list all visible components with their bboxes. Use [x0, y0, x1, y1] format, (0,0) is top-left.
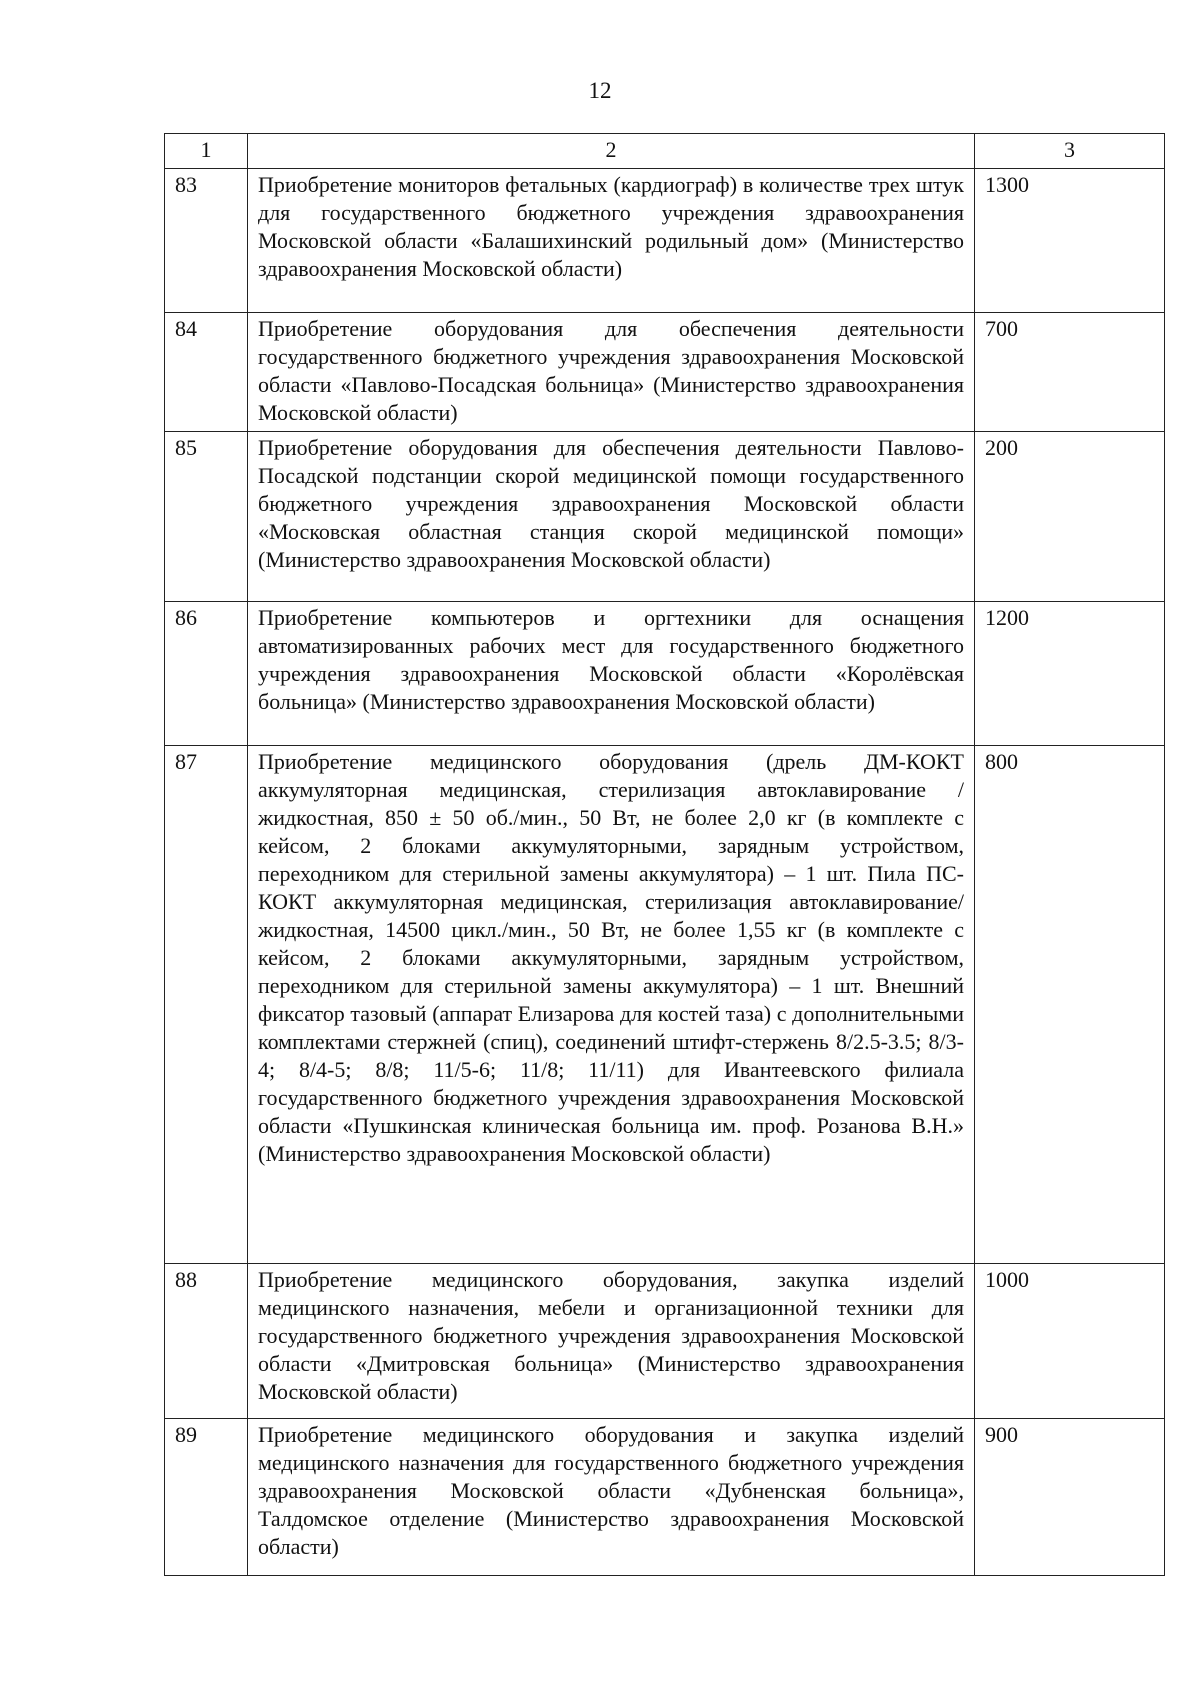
- table-row: [165, 432, 1165, 602]
- row-number: 85: [165, 432, 248, 602]
- row-amount: 900: [975, 1419, 1165, 1576]
- row-description: Приобретение медицинского оборудования (дрель ДМ-КОКТ аккумуляторная медицинская, стерилизация автоклавирование / жидкостная, 850 ± 50 об./мин., 50 Вт, не более 2,0 кг (в комплекте с кейсом, 2 блоками аккумуляторными, зарядным устройством, переходником для стерильной замены аккумулятора) – 1 шт. Пила ПС-КОКТ аккумуляторная медицинская, стерилизация автоклавирование/жидкостная, 14500 цикл./мин., 50 Вт, не более 1,55 кг (в комплекте с кейсом, 2 блоками аккумуляторными, зарядным устройством, переходником для стерильной замены аккумулятора) – 1 шт. Внешний фиксатор тазовый (аппарат Елизарова для костей таза) с дополнительными комплектами стержней (спиц), соединений штифт-стержень 8/2.5-3.5; 8/3-4; 8/4-5; 8/8; 11/5-6; 11/8; 11/11) для Ивантеевского филиала государственного бюджетного учреждения здравоохранения Московской области «Пушкинская клиническая больница им. проф. Розанова В.Н.» (Министерство здравоохранения Московской области): [248, 746, 975, 1264]
- column-header-2: 2: [248, 134, 975, 169]
- row-number: 86: [165, 602, 248, 746]
- row-number: 88: [165, 1264, 248, 1419]
- row-number: 89: [165, 1419, 248, 1576]
- row-amount: 800: [975, 746, 1165, 1264]
- row-number: 83: [165, 169, 248, 313]
- table-row: [165, 1419, 1165, 1576]
- row-amount: 1200: [975, 602, 1165, 746]
- row-description: Приобретение медицинского оборудования, закупка изделий медицинского назначения, мебели и организационной техники для государственного бюджетного учреждения здравоохранения Московской области «Дмитровская больница» (Министерство здравоохранения Московской области): [248, 1264, 975, 1419]
- table-row: [165, 169, 1165, 313]
- row-number: 84: [165, 313, 248, 432]
- row-amount: 700: [975, 313, 1165, 432]
- row-number: 87: [165, 746, 248, 1264]
- table-header-row: [165, 134, 1165, 169]
- table-row: [165, 1264, 1165, 1419]
- budget-table: [164, 133, 1165, 1576]
- column-header-1: 1: [165, 134, 248, 169]
- table-row: [165, 746, 1165, 1264]
- row-description: Приобретение оборудования для обеспечения деятельности государственного бюджетного учреждения здравоохранения Московской области «Павлово-Посадская больница» (Министерство здравоохранения Московской области): [248, 313, 975, 432]
- row-amount: 1300: [975, 169, 1165, 313]
- table-row: [165, 602, 1165, 746]
- row-description: Приобретение оборудования для обеспечения деятельности Павлово-Посадской подстанции скорой медицинской помощи государственного бюджетного учреждения здравоохранения Московской области «Московская областная станция скорой медицинской помощи» (Министерство здравоохранения Московской области): [248, 432, 975, 602]
- row-description: Приобретение медицинского оборудования и закупка изделий медицинского назначения для государственного бюджетного учреждения здравоохранения Московской области «Дубненская больница», Талдомское отделение (Министерство здравоохранения Московской области): [248, 1419, 975, 1576]
- row-amount: 200: [975, 432, 1165, 602]
- column-header-3: 3: [975, 134, 1165, 169]
- row-description: Приобретение мониторов фетальных (кардиограф) в количестве трех штук для государственного бюджетного учреждения здравоохранения Московской области «Балашихинский родильный дом» (Министерство здравоохранения Московской области): [248, 169, 975, 313]
- row-amount: 1000: [975, 1264, 1165, 1419]
- table-row: [165, 313, 1165, 432]
- page-number: 12: [588, 78, 612, 103]
- row-description: Приобретение компьютеров и оргтехники для оснащения автоматизированных рабочих мест для государственного бюджетного учреждения здравоохранения Московской области «Королёвская больница» (Министерство здравоохранения Московской области): [248, 602, 975, 746]
